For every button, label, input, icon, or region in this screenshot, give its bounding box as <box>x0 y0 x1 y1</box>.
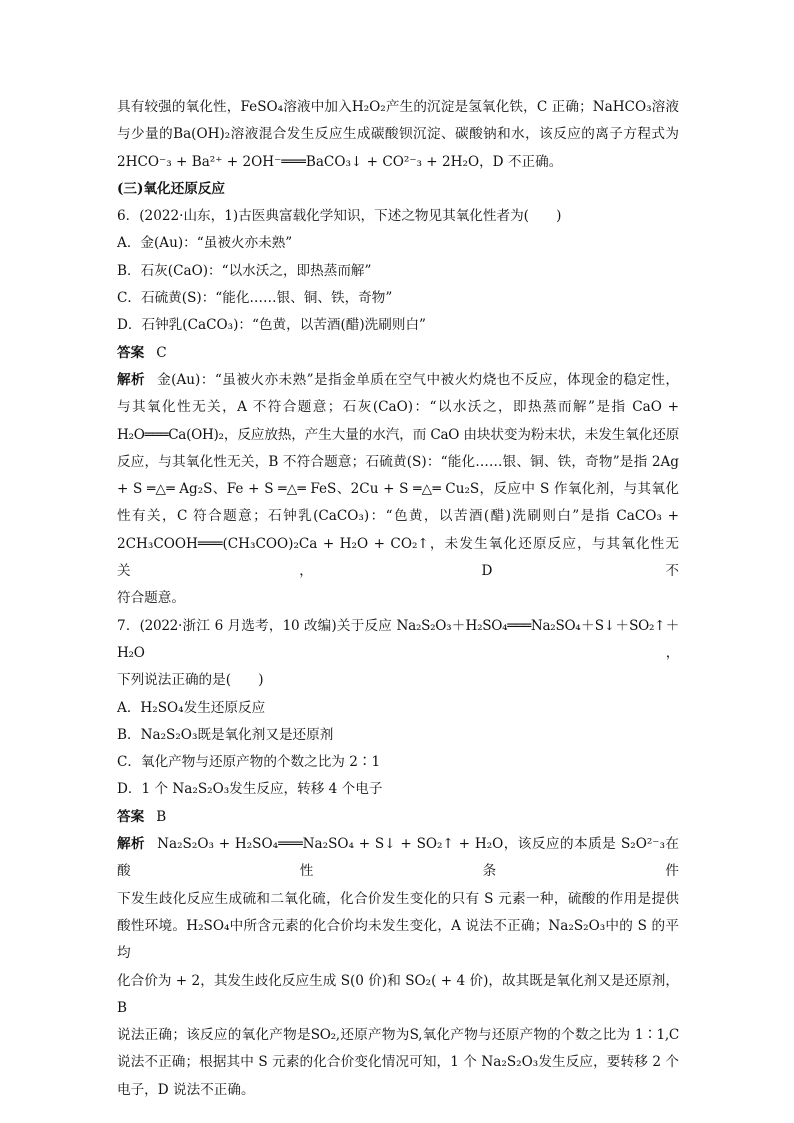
question-6-option-b: B．石灰(CaO)：“以水沃之，即热蒸而解” <box>117 262 372 279</box>
intro-line: 具有较强的氧化性，FeSO₄溶液中加入H₂O₂产生的沉淀是氢氧化铁，C 正确；NaHCO₃溶液 <box>117 99 679 115</box>
question-7-option-c: C．氧化产物与还原产物的个数之比为 2∶1 <box>117 754 381 771</box>
question-6-analysis-line: 性有关，C 符合题意；石钟乳(CaCO₃)：“色黄，以苦酒(醋)洗刷则白”是指 CaCO₃ + <box>117 508 679 525</box>
question-7-analysis-line: 说法不正确；根据其中 S 元素的化合价变化情况可知，1 个 Na₂S₂O₃发生反应，要转移 2 个 <box>117 1054 679 1071</box>
question-7-analysis-line: 电子，D 说法不正确。 <box>117 1081 255 1098</box>
question-7-option-b: B．Na₂S₂O₃既是氧化剂又是还原剂 <box>117 726 334 743</box>
intro-line: 2HCO⁻₃ + Ba²⁺ + 2OH⁻═══BaCO₃↓ + CO²⁻₃ + 2H₂O，D 不正确。 <box>117 153 563 170</box>
answer-value: B <box>156 808 167 825</box>
question-6-answer <box>117 340 679 367</box>
analysis-label: 解析 <box>117 371 146 388</box>
question-7-stem: 7．(2022·浙江 6 月选考，10 改编)关于反应 Na₂S₂O₃＋H₂SO₄═══Na₂SO₄＋S↓＋SO₂↑＋H₂O， <box>117 617 679 661</box>
question-7-analysis-line <box>117 831 679 886</box>
question-6-option-a: A．金(Au)：“虽被火亦未熟” <box>117 235 293 252</box>
question-7-option-d: D．1 个 Na₂S₂O₃发生反应，转移 4 个电子 <box>117 781 383 798</box>
answer-label: 答案 <box>117 808 145 825</box>
question-7-analysis-line: 酸性环境。H₂SO₄中所含元素的化合价均未发生变化，A 说法不正确；Na₂S₂O₃中的 S 的平均 <box>117 917 679 962</box>
analysis-text: Na₂S₂O₃ + H₂SO₄═══Na₂SO₄ + S↓ + SO₂↑ + H₂O，该反应的本质是 S₂O²⁻₃在酸性条件 <box>117 836 679 880</box>
question-6-stem: 6．(2022·山东，1)古医典富载化学知识，下述之物见其氧化性者为( ) <box>117 208 562 225</box>
question-6-analysis-line: 与其氧化性无关，A 不符合题意；石灰(CaO)：“以水沃之，即热蒸而解”是指 CaO + <box>117 399 679 416</box>
question-6-analysis-line: H₂O═══Ca(OH)₂，反应放热，产生大量的水汽，而 CaO 由块状变为粉末状，未发生氧化还原 <box>117 426 679 443</box>
question-7-analysis-line: 说法正确；该反应的氧化产物是SO₂,还原产物为S,氧化产物与还原产物的个数之比为 1∶1,C <box>117 1027 679 1044</box>
question-6-analysis-line: 符合题意。 <box>117 590 185 607</box>
question-6-analysis-line: 反应，与其氧化性无关，B 不符合题意；石硫黄(S)：“能化……银、铜、铁，奇物”是指 2Ag <box>117 453 679 470</box>
question-6-option-d: D．石钟乳(CaCO₃)：“色黄，以苦酒(醋)洗刷则白” <box>117 317 427 334</box>
question-7-stem: 下列说法正确的是( ) <box>117 672 264 689</box>
answer-value: C <box>156 344 167 361</box>
analysis-text: 金(Au)：“虽被火亦未熟”是指金单质在空气中被火灼烧也不反应，体现金的稳定性， <box>157 371 680 388</box>
question-7-answer <box>117 804 679 831</box>
question-7-analysis-line: 化合价为 + 2，其发生歧化反应生成 S(0 价)和 SO₂( + 4 价)，故其既是氧化剂又是还原剂，B <box>117 972 679 1016</box>
question-6-analysis-line <box>117 367 679 394</box>
question-7-analysis-line: 下发生歧化反应生成硫和二氧化硫，化合价发生变化的只有 S 元素一种，硫酸的作用是提供 <box>117 890 679 907</box>
question-7-option-a: A．H₂SO₄发生还原反应 <box>117 699 266 716</box>
question-6-analysis-line: + S ═△═ Ag₂S、Fe + S ═△═ FeS、2Cu + S ═△═ Cu₂S，反应中 S 作氧化剂，与其氧化 <box>117 481 679 498</box>
question-6-analysis-line: 2CH₃COOH═══(CH₃COO)₂Ca + H₂O + CO₂↑，未发生氧化还原反应，与其氧化性无关，D 不 <box>117 535 679 580</box>
answer-label: 答案 <box>117 344 145 361</box>
section-heading: (三)氧化还原反应 <box>117 180 226 197</box>
intro-line: 与少量的Ba(OH)₂溶液混合发生反应生成碳酸钡沉淀、碳酸钠和水，该反应的离子方程式为 <box>117 126 679 143</box>
analysis-label: 解析 <box>117 836 146 853</box>
question-6-option-c: C．石硫黄(S)：“能化……银、铜、铁，奇物” <box>117 290 393 307</box>
document-body <box>117 94 679 1104</box>
